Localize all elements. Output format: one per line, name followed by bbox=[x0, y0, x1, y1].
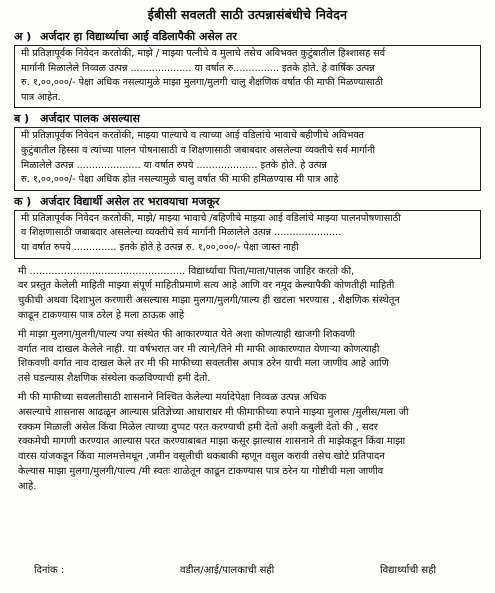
declaration-line: केल्यास माझा मुलगा/मुलगी/पाल्य /मी स्वतः शाळेतून काढून टाकण्यास पात्र ठरेन या गोष्टीची मला जाणीव bbox=[18, 465, 384, 477]
student-signature-label: विद्यार्थ्याची सही bbox=[380, 565, 437, 576]
declaration-line: वर्गात नाव दाखल केलेले नाही. या वर्षभरात जर मी त्याने/तिने मी माफी आकारण्यात येणाऱ्या कोणत्याही bbox=[18, 343, 380, 355]
section-b-heading bbox=[14, 111, 481, 126]
parent-signature-label: वडील/आई/पालकाची सही bbox=[180, 565, 275, 576]
section-b-line: मी प्रतिज्ञापूर्वक निवेदन करतोकी, माझ्या पाल्याचे व त्याच्या आई वडिलांचे भावाचे बहीणीचे अविभक्त bbox=[21, 130, 364, 142]
declaration-line: मी माझा मुलगा/मुलगी/पाल्य ज्या संस्थेत फी आकारण्यात येते अशा कोणत्याही खाजगी शिकवणी bbox=[18, 328, 356, 340]
declaration-para-3 bbox=[18, 391, 477, 495]
section-k-box bbox=[14, 210, 481, 259]
section-a-line: मी प्रतिज्ञापूर्वक निवेदन करतोकी, माझे / माझ्या पत्नीचे व मुलाचे तसेच अविभक्त कुटुंबातील हिश्शासह सर्व bbox=[21, 48, 386, 59]
section-a-heading-text: अर्जदार हा विद्यार्थ्याचा आई वडिलापैकी असेल तर bbox=[40, 30, 237, 43]
section-k-line: व शिक्षणासाठी जबाबदार असलेल्या व्यक्तीचे सर्व मार्गानी मिळालेले उत्पन्न ...................... bbox=[21, 227, 342, 239]
section-b-line: कुटुंबातील हिस्सा व त्यांच्या पालन पोषनासाठी व शिक्षणासाठी जबाबदार असलेल्या व्यक्तीचे सर्व मार्गानी bbox=[21, 144, 375, 156]
declaration-line: शिकवणी वर्गात नाव दाखल केले तर मी फी माफीच्या सवलतीस अपात्र ठरेन याची मला जाणीव आहे आणि bbox=[18, 358, 389, 370]
declaration-para-1 bbox=[18, 265, 477, 324]
section-k-heading-text: अर्जदार विद्यार्थी असेल तर भरावयाचा मजकूर bbox=[40, 194, 220, 208]
section-b-line: मिळालेले उत्पन्न ..................... या वर्षात रुपये .................... इतके होते. हे उत्पन्न bbox=[21, 159, 327, 171]
date-label: दिनांक : bbox=[34, 565, 65, 576]
page-title: ईबीसी सवलती साठी उत्पन्नासंबंधीचे निवेदन bbox=[147, 7, 348, 22]
declaration-line: चुकीची अथवा दिशाभुल करणारी असल्यास माझा मुलगा/मुलगी/पाल्य ही खटला भरण्यास , शैक्षणिक संस्थेतून bbox=[18, 295, 400, 307]
section-b-label: ब ) bbox=[14, 112, 30, 126]
declaration-line: रक्कम मिळाली असेल किंवा मिळेल त्याच्या दुप्पट परत करण्याची हमी देतो अशी कबुली देतो की , सदर bbox=[18, 421, 378, 433]
section-b-box bbox=[14, 127, 481, 190]
section-a-label: अ ) bbox=[14, 30, 32, 43]
section-k-heading bbox=[14, 194, 481, 209]
declaration-line: तसे घडल्यास शैक्षणिक संस्थेला कळविण्याची हमी देतो. bbox=[18, 373, 211, 385]
declaration-line: आहे. bbox=[18, 480, 37, 492]
section-k-line: मी प्रतिज्ञापूर्वक निवेदन करतोकी, माझे/ माझ्या भावाचे /बहिणीचे माझ्या आई वडिलांचे माझ्या पालनपोषणासाठी bbox=[21, 212, 401, 224]
section-a-heading bbox=[14, 29, 481, 44]
section-k-label: क ) bbox=[14, 194, 32, 208]
declaration bbox=[14, 265, 481, 495]
declaration-line: मी .................................................. विद्यार्थ्याचा पिता/माता/पालक जाहिर करतो की, bbox=[18, 265, 355, 277]
section-k-line: या वर्षात रुपये .............. इतके होते हे उत्पन्न रु. १,००,०००/- पेक्षा जास्त नाही bbox=[21, 241, 299, 253]
signature-row bbox=[0, 562, 495, 578]
section-a-line: रु. १,००,०००/- पेक्षा अधिक नसल्यामुळे माझा मुलगा/मुलगी चालु शैक्षणिक वर्षात फी माफी मिळण्यासाठी bbox=[21, 77, 383, 89]
declaration-line: वारस यांजकडून किंवा मालमत्तेमधून ,जमीन वसूलीची थकबाकी म्हणून वसुल करावी तसेच खोटे प्रतिपादन bbox=[18, 451, 385, 463]
section-a-line: पात्र आहेत. bbox=[21, 91, 61, 103]
section-a-line: मार्गानी मिळालेले निव्वळ उत्पन्न .................... या वर्षात रु............... इतके होते. हे वार्षिक उत्पन्न bbox=[21, 62, 375, 74]
declaration-line: वर प्रस्तुत केलेली माहिती माझ्या संपूर्ण माहितीप्रमाणे सत्य आहे आणि वर नमूद केल्यापैकी कोणतीही माहिती bbox=[18, 280, 395, 292]
declaration-line: असल्याचे शासनास आढळून आल्यास प्रतिज्ञेच्या आधाराधर मी फीमाफीच्या रुपाने माझ्या मुलास /मुलीस/मला जी bbox=[18, 406, 409, 418]
declaration-line: काढून टाकण्यास पात्र ठरेल हे मला ठाऊक आहे bbox=[18, 309, 185, 321]
declaration-para-2 bbox=[18, 328, 477, 387]
section-a-box bbox=[14, 45, 481, 108]
section-b-heading-text: अर्जदार पालक असल्यास bbox=[40, 112, 140, 126]
section-b-line: रु. १,००,०००/- पेक्षा अधिक होत नसल्यामुळे चालु वर्षात फी माफी हमिळण्यास मी पात्र आहे bbox=[21, 174, 339, 186]
declaration-line: रक्कमेची मागणी करण्यात आल्यास परत करण्याबाबत माझा कसूर झाल्यास शासनाने ती माझेकडून किंवा माझा bbox=[18, 436, 406, 448]
declaration-line: मी फी माफीच्या सवलतीसाठी शासनाने निश्चित केलेल्या मर्यादेपेक्षा निव्वळ उत्पन्न अधिक bbox=[18, 391, 327, 403]
